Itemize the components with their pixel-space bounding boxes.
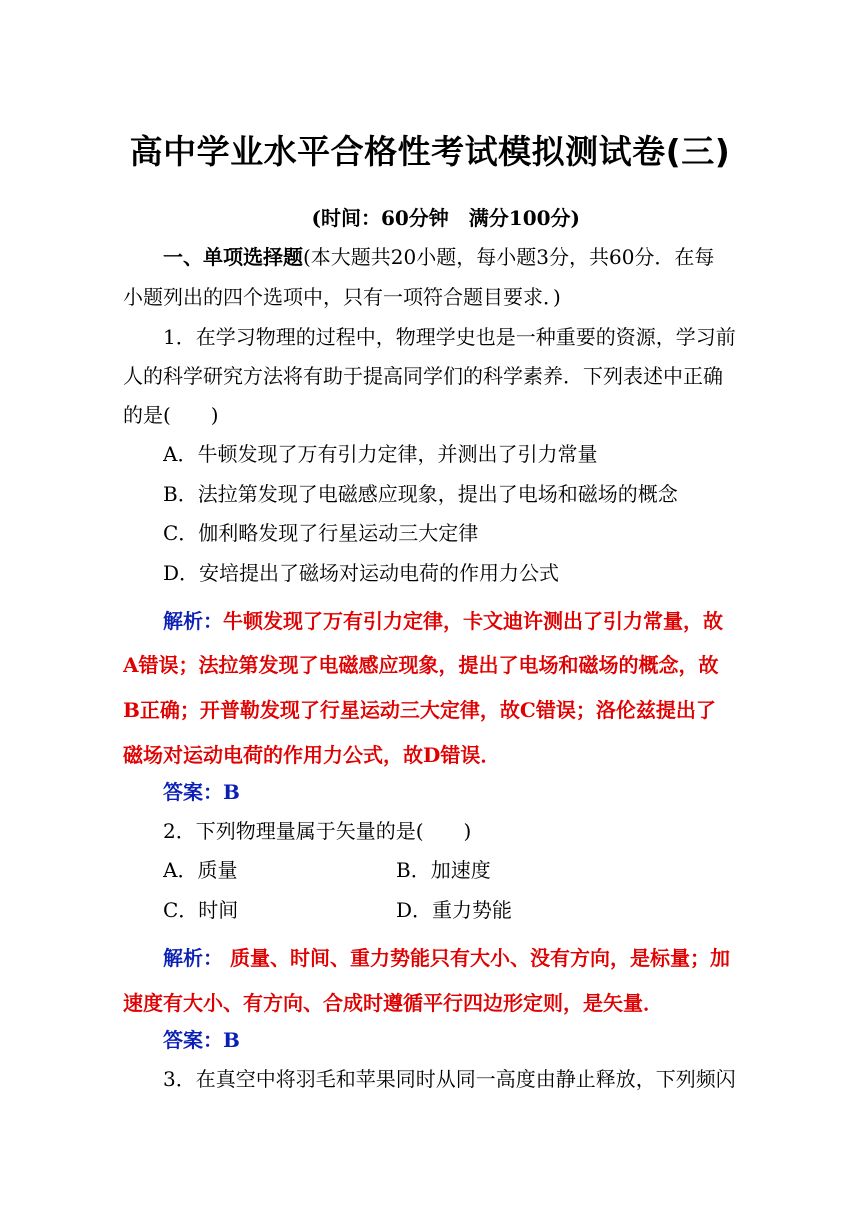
q2-option-d: D．重力势能 (396, 898, 513, 922)
q2-stem: 2．下列物理量属于矢量的是( ) (163, 819, 472, 843)
exam-meta: (时间：60分钟 满分100分) (311, 206, 580, 230)
section-desc-cont: 小题列出的四个选项中，只有一项符合题目要求．) (123, 285, 561, 309)
q2-answer: 答案：B (163, 1028, 240, 1052)
q2-option-c: C．时间 (163, 898, 239, 922)
q1-analysis-label: 解析： (163, 609, 223, 633)
q1-option-c: C．伽利略发现了行星运动三大定律 (163, 521, 479, 545)
q3-stem: 3．在真空中将羽毛和苹果同时从同一高度由静止释放，下列频闪 (163, 1067, 736, 1091)
q1-analysis-line2: A错误；法拉第发现了电磁感应现象，提出了电场和磁场的概念，故 (123, 653, 719, 677)
section-head-label: 一、单项选择题 (163, 245, 303, 269)
q1-stem-line3: 的是( ) (123, 403, 219, 427)
q1-stem-line1: 1．在学习物理的过程中，物理学史也是一种重要的资源，学习前 (163, 325, 736, 349)
q2-analysis-line2: 速度有大小、有方向、合成时遵循平行四边形定则，是矢量． (123, 991, 663, 1015)
q1-option-d: D．安培提出了磁场对运动电荷的作用力公式 (163, 561, 560, 585)
section-desc: (本大题共20小题，每小题3分，共60分．在每 (303, 245, 715, 269)
q1-analysis-line3: B正确；开普勒发现了行星运动三大定律，故C错误；洛伦兹提出了 (123, 698, 716, 722)
q1-option-b: B．法拉第发现了电磁感应现象，提出了电场和磁场的概念 (163, 482, 678, 506)
q2-option-b: B．加速度 (396, 858, 491, 882)
page-title: 高中学业水平合格性考试模拟测试卷(三) (129, 132, 731, 171)
q1-analysis-line1 (163, 608, 738, 634)
q1-answer: 答案：B (163, 780, 240, 804)
q1-option-a: A．牛顿发现了万有引力定律，并测出了引力常量 (163, 442, 598, 466)
q1-analysis-text: 牛顿发现了万有引力定律，卡文迪许测出了引力常量，故 (223, 609, 723, 633)
q2-analysis-line1 (163, 945, 738, 971)
q1-stem-line2: 人的科学研究方法将有助于提高同学们的科学素养．下列表述中正确 (123, 364, 723, 388)
q1-analysis-line4: 磁场对运动电荷的作用力公式，故D错误． (123, 743, 501, 767)
q2-analysis-text: 质量、时间、重力势能只有大小、没有方向，是标量；加 (223, 946, 730, 970)
section-heading (163, 244, 738, 270)
q2-analysis-label: 解析： (163, 946, 223, 970)
q2-option-a: A．质量 (163, 858, 238, 882)
